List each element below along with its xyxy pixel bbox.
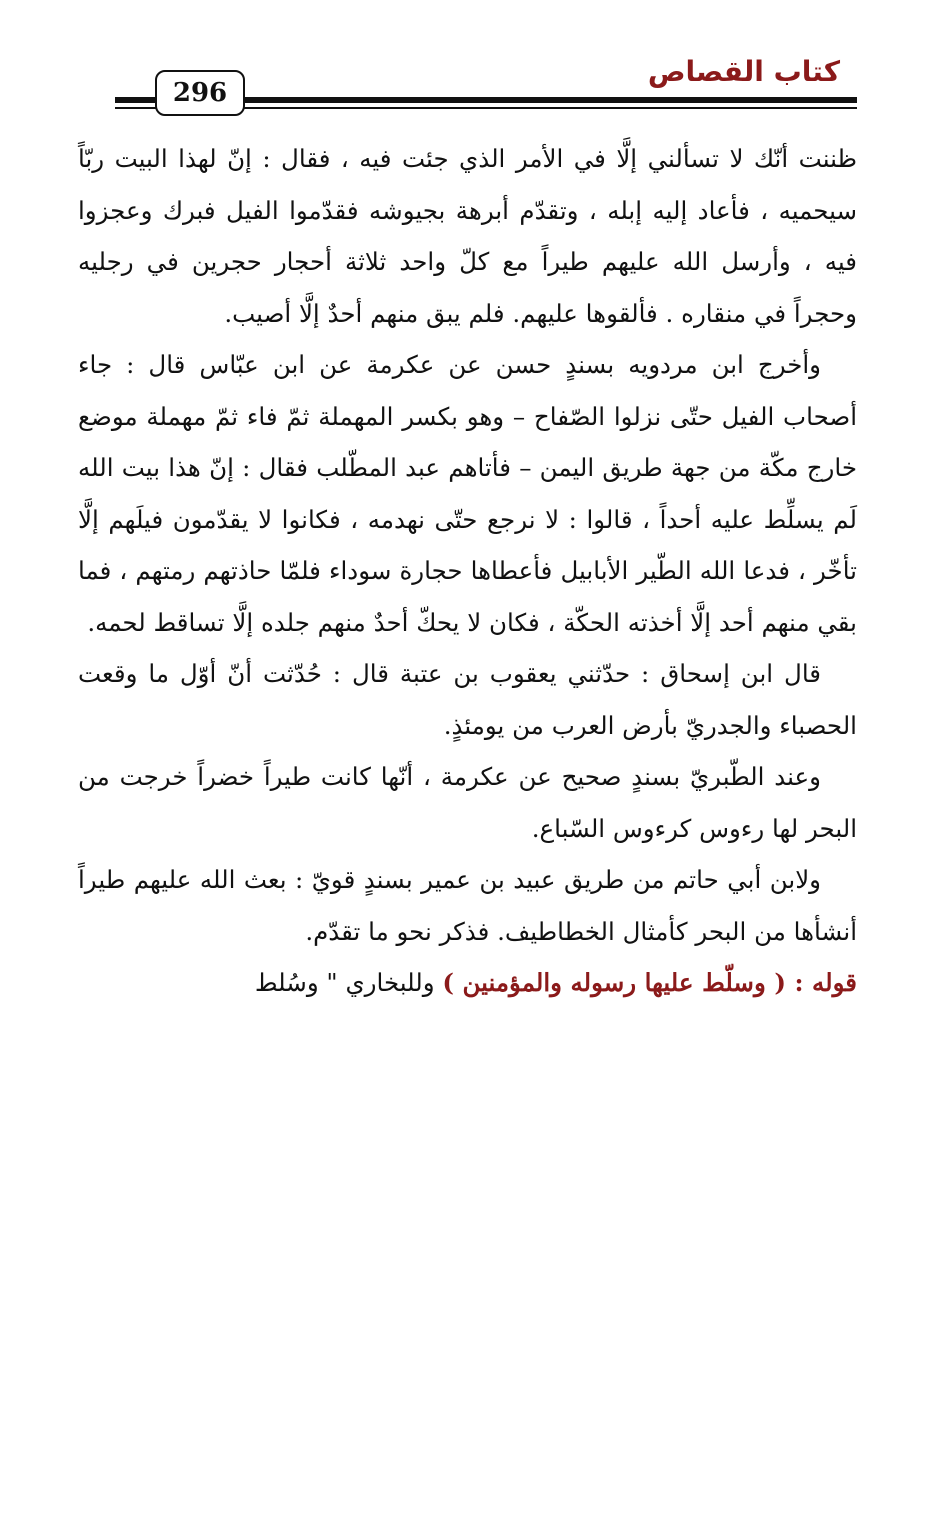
paragraph: ولابن أبي حاتم من طريق عبيد بن عمير بسندٍ قويّ : بعث الله عليهم طيراً أنشأها من البحر كأمثال الخطاطيف. فذكر نحو ما تقدّم. <box>78 865 857 946</box>
paragraph: قال ابن إسحاق : حدّثني يعقوب بن عتبة قال : حُدّثت أنّ أوّل ما وقعت الحصباء والجدريّ بأرض العرب من يومئذٍ. <box>78 659 857 740</box>
page-number: 296 <box>155 70 245 116</box>
paragraph-last <box>78 957 857 1009</box>
quote-continuation: وللبخاري " وسُلط <box>254 968 443 997</box>
page-header <box>0 0 945 125</box>
paragraph: وعند الطّبريّ بسندٍ صحيح عن عكرمة ، أنّها كانت طيراً خضراً خرجت من البحر لها رءوس كرءوس السّباع. <box>78 762 857 843</box>
body-text <box>78 133 857 1009</box>
book-title: كتاب القصاص <box>647 55 840 88</box>
paragraph: وأخرج ابن مردويه بسندٍ حسن عن عكرمة عن ابن عبّاس قال : جاء أصحاب الفيل حتّى نزلوا الصّفاح – وهو بكسر المهملة ثمّ فاء ثمّ مهملة موضع خارج مكّة من جهة طريق اليمن – فأتاهم عبد المطّلب فقال : إنّ هذا بيت الله لَم يسلِّط عليه أحداً ، قالوا : لا نرجع حتّى نهدمه ، فكانوا لا يقدّمون فيلَهم إلَّا تأخّر ، فدعا الله الطّير الأبابيل فأعطاها حجارة سوداء فلمّا حاذتهم رمتهم ، فما بقي منهم أحد إلَّا أخذته الحكّة ، فكان لا يحكّ أحدٌ منهم جلده إلَّا تساقط لحمه. <box>78 350 857 637</box>
paragraph: ظننت أنّك لا تسألني إلَّا في الأمر الذي جئت فيه ، فقال : إنّ لهذا البيت ربّاً سيحميه ، فأعاد إليه إبله ، وتقدّم أبرهة بجيوشه فقدّموا الفيل فبرك وعجزوا فيه ، وأرسل الله عليهم طيراً مع كلّ واحد ثلاثة أحجار حجرين في رجليه وحجراً في منقاره . فألقوها عليهم. فلم يبق منهم أحدٌ إلَّا أصيب. <box>78 144 857 328</box>
quote-heading: قوله : ( وسلّط عليها رسوله والمؤمنين ) <box>442 968 857 997</box>
